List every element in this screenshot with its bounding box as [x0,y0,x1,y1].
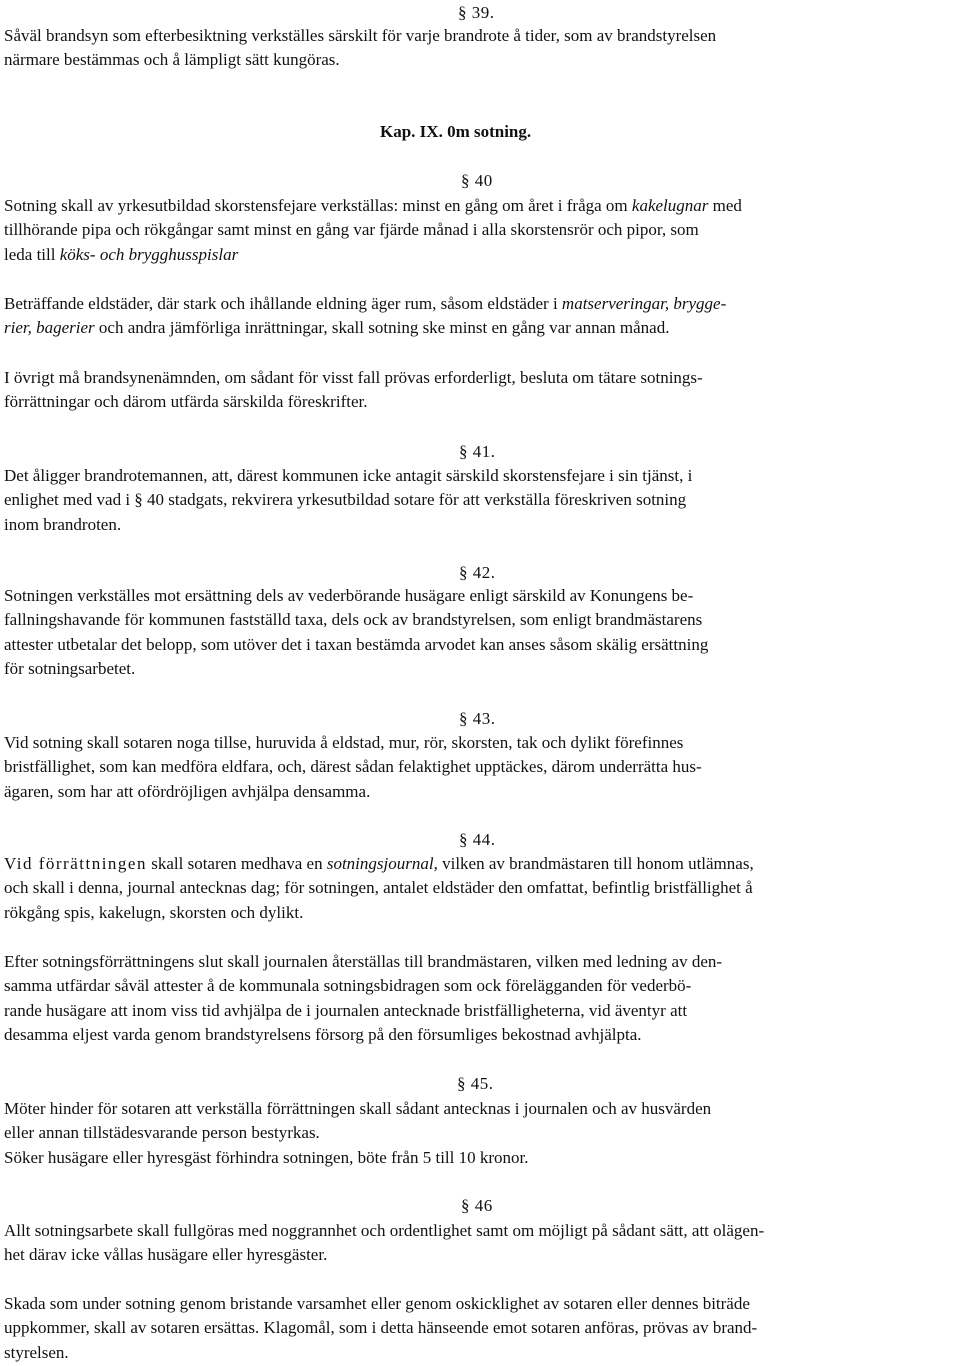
paragraph-s46-2 [4,1292,954,1365]
text-line: förrättningar och därom utfärda särskilda föreskrifter. [4,392,368,412]
chapter-heading: Kap. IX. 0m sotning. [380,122,532,141]
paragraph-s40-1 [4,194,954,267]
paragraph-s43 [4,731,954,804]
text-line: Vid sotning skall sotaren noga tillse, huruvida å eldstad, mur, rör, skorsten, tak och dylikt förefinnes [4,733,684,752]
section-heading-43: § 43. [459,709,496,728]
paragraph-s40-2 [4,292,954,341]
paragraph-s45 [4,1097,954,1170]
paragraph-s42 [4,584,954,682]
text-line: desamma eljest varda genom brandstyrelsens försorg på den försumliges bekostnad avhjälpta. [4,1025,642,1045]
section-heading-39: § 39. [458,3,495,22]
section-heading-45: § 45. [457,1074,494,1093]
text-line: Vid förrättningen skall sotaren medhava en sotningsjournal, vilken av brandmästaren till honom utlämnas, [4,854,754,873]
text-line: Efter sotningsförrättningens slut skall journalen återställas till brandmästaren, vilken med ledning av den- [4,952,723,971]
text-line: Skada som under sotning genom bristande varsamhet eller genom oskicklighet av sotaren eller dennes biträde [4,1294,750,1313]
text-line: samma utfärdar såväl attester å de kommunala sotningsbidragen som ock förelägganden för vederbö- [4,976,692,996]
paragraph-s44-2 [4,950,954,1048]
text-line: fallningshavande för kommunen fastställd taxa, dels ock av brandstyrelsen, som enligt brandmästarens [4,610,703,630]
paragraph-s46-1 [4,1219,954,1268]
text-line: rökgång spis, kakelugn, skorsten och dylikt. [4,902,304,922]
text-line: styrelsen. [4,1342,69,1362]
text-line: Sotning skall av yrkesutbildad skorstensfejare verkställas: minst en gång om året i fråga om kakelugnar med [4,196,742,215]
text-line: rande husägare att inom viss tid avhjälpa de i journalen antecknade bristfälligheterna, vid äventyr att [4,1000,688,1020]
text-line: bristfällighet, som kan medföra eldfara, och, därest sådan felaktighet upptäckes, därom underrätta hus- [4,757,702,777]
paragraph-s39 [4,24,954,73]
text-line: Möter hinder för sotaren att verkställa förrättningen skall sådant antecknas i journalen och av husvärden [4,1099,712,1118]
text-line: för sotningsarbetet. [4,659,136,679]
text-line: ägaren, som har att ofördröjligen avhjälpa densamma. [4,781,371,801]
paragraph-s44-1 [4,852,954,925]
text-line: Såväl brandsyn som efterbesiktning verkställes särskilt för varje brandrote å tider, som av brandstyrelsen [4,26,717,45]
text-line: leda till köks- och brygghusspislar [4,244,239,264]
text-line: attester utbetalar det belopp, som utöver det i taxan bestämda arvodet kan anses såsom skälig ersättning [4,634,709,654]
text-line: I övrigt må brandsynenämnden, om sådant för visst fall prövas erforderligt, besluta om tätare sotnings- [4,368,703,387]
text-line: Sotningen verkställes mot ersättning dels av vederbörande husägare enligt särskild av Konungens be- [4,586,694,605]
text-line: Söker husägare eller hyresgäst förhindra sotningen, böte från 5 till 10 kronor. [4,1147,529,1167]
section-heading-41: § 41. [459,442,496,461]
section-heading-40: § 40 [461,171,493,190]
text-line: Det åligger brandrotemannen, att, därest kommunen icke antagit särskild skorstensfejare i sin tjänst, i [4,466,693,485]
paragraph-s41 [4,464,954,537]
text-line: het därav icke vållas husägare eller hyresgäster. [4,1245,328,1265]
text-line: närmare bestämmas och å lämpligt sätt kungöras. [4,50,340,70]
section-heading-46: § 46 [461,1196,493,1215]
text-line: Allt sotningsarbete skall fullgöras med noggrannhet och ordentlighet samt om möjligt på sådant sätt, att olägen- [4,1221,765,1240]
text-line: enlighet med vad i § 40 stadgats, rekvirera yrkesutbildad sotare för att verkställa föreskriven sotning [4,490,687,510]
text-line: rier, bagerier och andra jämförliga inrättningar, skall sotning ske minst en gång var annan månad. [4,318,670,338]
text-line: tillhörande pipa och rökgångar samt minst en gång var fjärde månad i alla skorstensrör och pipor, som [4,220,699,240]
text-line: uppkommer, skall av sotaren ersättas. Klagomål, som i detta hänseende emot sotaren anföras, prövas av brand- [4,1318,758,1338]
text-line: Beträffande eldstäder, där stark och ihållande eldning äger rum, såsom eldstäder i matserveringar, brygge- [4,294,727,313]
text-line: inom brandroten. [4,514,122,534]
section-heading-42: § 42. [459,563,496,582]
text-line: och skall i denna, journal antecknas dag; för sotningen, antalet eldstäder den omfattat, befintlig bristfällighet å [4,878,753,898]
paragraph-s40-3 [4,366,954,415]
section-heading-44: § 44. [459,830,496,849]
text-line: eller annan tillstädesvarande person bestyrkas. [4,1123,320,1143]
